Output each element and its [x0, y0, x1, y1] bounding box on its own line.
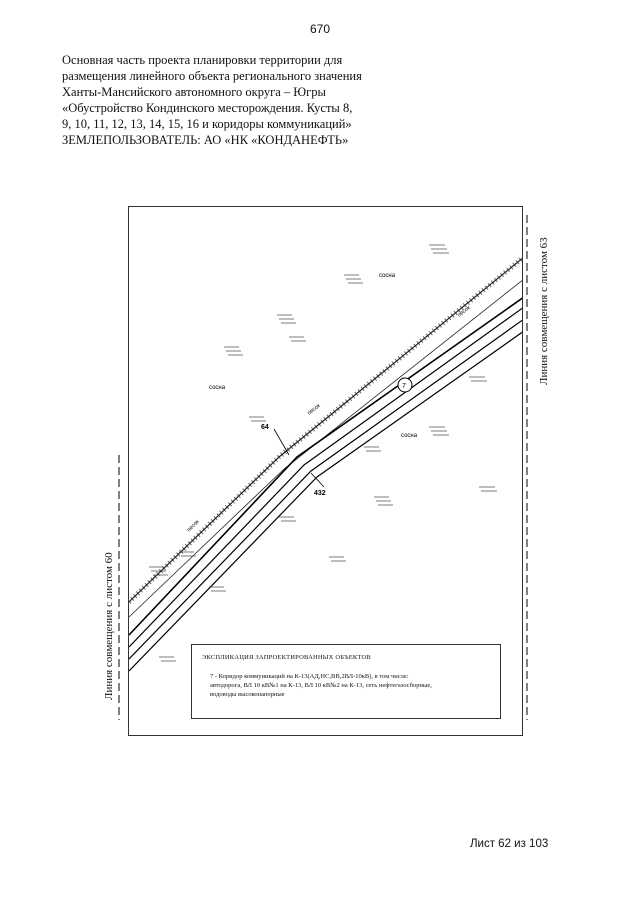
header-line-5: 9, 10, 11, 12, 13, 14, 15, 16 и коридоры коммуникаций»	[62, 117, 352, 131]
legend-item-line-2: автодорога, ВЛ 10 кВ№1 на К-13, ВЛ 10 кВ№2 на К-13, сеть нефтегазосборные,	[210, 682, 432, 689]
circle-marker-label: 7	[402, 383, 406, 390]
document-header	[62, 52, 482, 148]
legend-item-line-3: водоводы высоконапорные	[210, 691, 285, 698]
projected-corridor	[129, 297, 523, 671]
tree-label-3: сосна	[401, 433, 418, 439]
header-line-2: размещения линейного объекта регионального значения	[62, 69, 362, 83]
header-line-3: Ханты-Мансийского автономного округа – Югры	[62, 85, 326, 99]
planning-map	[128, 206, 523, 736]
header-line-1: Основная часть проекта планировки территории для	[62, 53, 343, 67]
marker-64: 64	[261, 424, 269, 431]
header-line-4: «Обустройство Кондинского месторождения. Кусты 8,	[62, 101, 353, 115]
match-line-label-right: Линия совмещения с листом 63	[538, 237, 550, 385]
road-label-2: песок	[456, 305, 472, 319]
tree-label-1: сосна	[379, 273, 396, 279]
legend-title: ЭКСПЛИКАЦИЯ ЗАПРОЕКТИРОВАННЫХ ОБЪЕКТОВ	[202, 654, 371, 661]
legend-box	[191, 644, 501, 719]
header-line-6: ЗЕМЛЕПОЛЬЗОВАТЕЛЬ: АО «НК «КОНДАНЕФТЬ»	[62, 133, 349, 147]
vegetation-symbols	[149, 245, 497, 661]
sheet-number: Лист 62 из 103	[470, 838, 549, 850]
legend-item-line-1: 7 - Коридор коммуникаций на К-13(АД,НС,ВВ,2ВЛ-10кВ), в том числе:	[210, 673, 409, 680]
marker-432: 432	[314, 490, 326, 497]
road-label-1: песок	[306, 403, 322, 417]
page-number: 670	[309, 22, 331, 36]
tree-label-2: сосна	[209, 385, 226, 391]
match-line-label-left: Линия совмещения с листом 60	[103, 552, 115, 700]
road-label-3: песок	[186, 519, 201, 534]
